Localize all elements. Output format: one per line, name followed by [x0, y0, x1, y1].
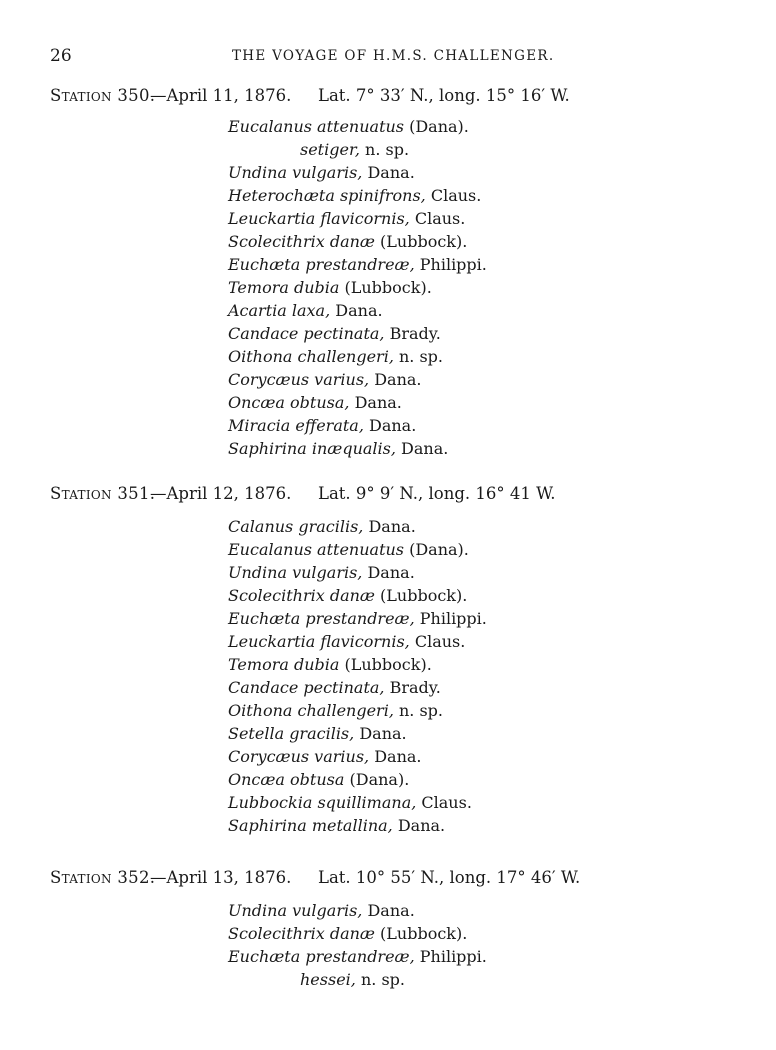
species-authority: Claus.: [409, 209, 466, 228]
species-authority: Philippi.: [414, 609, 487, 628]
species-name: Candace pectinata,: [228, 678, 385, 697]
species-authority: n. sp.: [393, 347, 444, 366]
species-entry: [228, 346, 443, 368]
species-entry: [228, 369, 422, 391]
species-name: Temora dubia: [228, 278, 340, 297]
species-entry: [228, 608, 487, 630]
species-name: Candace pectinata,: [228, 324, 385, 343]
station-heading: [0, 868, 776, 894]
species-name: Scolecithrix danæ: [228, 586, 375, 605]
species-name: Oncæa obtusa,: [228, 393, 350, 412]
species-authority: n. sp.: [355, 970, 405, 989]
species-entry: [228, 300, 383, 322]
station-block: [0, 484, 776, 835]
species-name: setiger,: [300, 140, 360, 159]
species-authority: (Dana).: [404, 117, 469, 136]
station-location: Lat. 9° 9′ N., long. 16° 41 W.: [318, 484, 556, 503]
station-block: [0, 868, 776, 989]
species-entry: [300, 139, 409, 161]
station-date: —April 11, 1876.: [150, 86, 292, 105]
species-entry: [228, 254, 487, 276]
station-heading: [0, 86, 776, 112]
species-authority: Dana.: [369, 370, 422, 389]
station-location: Lat. 10° 55′ N., long. 17° 46′ W.: [318, 868, 581, 887]
species-name: Calanus gracilis,: [228, 517, 364, 536]
species-name: Miracia efferata,: [228, 416, 364, 435]
species-name: Leuckartia flavicornis,: [228, 209, 410, 228]
species-entry: [228, 769, 409, 791]
species-name: Corycæus varius,: [228, 370, 370, 389]
station-label: Station 350.: [50, 86, 156, 105]
species-authority: (Dana).: [344, 770, 410, 789]
species-entry: [228, 815, 445, 837]
species-authority: (Lubbock).: [374, 586, 468, 605]
species-name: Euchæta prestandreæ,: [228, 947, 415, 966]
species-entry: [228, 277, 432, 299]
station-heading: [0, 484, 776, 510]
species-authority: (Lubbock).: [339, 278, 432, 297]
species-entry: [228, 116, 469, 138]
species-entry: [228, 946, 487, 968]
species-entry: [300, 969, 405, 991]
species-authority: Brady.: [384, 324, 441, 343]
species-name: Leuckartia flavicornis,: [228, 632, 410, 651]
species-authority: Claus.: [425, 186, 482, 205]
station-block: [0, 86, 776, 458]
species-name: Undina vulgaris,: [228, 901, 363, 920]
species-authority: Claus.: [409, 632, 466, 651]
species-authority: Dana.: [330, 301, 383, 320]
species-authority: (Lubbock).: [339, 655, 432, 674]
running-title: THE VOYAGE OF H.M.S. CHALLENGER.: [232, 48, 555, 64]
species-entry: [228, 792, 472, 814]
species-entry: [228, 323, 441, 345]
species-name: Euchæta prestandreæ,: [228, 255, 415, 274]
species-name: Setella gracilis,: [228, 724, 355, 743]
species-entry: [228, 438, 448, 460]
species-name: Temora dubia: [228, 655, 340, 674]
station-label: Station 352.: [50, 868, 156, 887]
species-authority: n. sp.: [359, 140, 410, 159]
species-entry: [228, 585, 467, 607]
species-name: Corycæus varius,: [228, 747, 370, 766]
species-authority: (Lubbock).: [374, 924, 468, 943]
species-name: Eucalanus attenuatus: [228, 540, 405, 559]
species-name: Oithona challengeri,: [228, 347, 394, 366]
species-authority: n. sp.: [393, 701, 444, 720]
species-authority: Philippi.: [414, 947, 487, 966]
species-entry: [228, 415, 416, 437]
station-location: Lat. 7° 33′ N., long. 15° 16′ W.: [318, 86, 570, 105]
species-name: Saphirina metallina,: [228, 816, 393, 835]
species-authority: Dana.: [395, 439, 449, 458]
species-authority: Philippi.: [414, 255, 487, 274]
species-entry: [228, 631, 465, 653]
species-name: Lubbockia squillimana,: [228, 793, 417, 812]
species-name: Oncæa obtusa: [228, 770, 345, 789]
species-entry: [228, 746, 422, 768]
species-authority: (Dana).: [404, 540, 469, 559]
species-entry: [228, 516, 416, 538]
species-entry: [228, 208, 465, 230]
species-entry: [228, 923, 467, 945]
species-authority: Dana.: [362, 563, 415, 582]
species-name: Saphirina inæqualis,: [228, 439, 396, 458]
species-name: Undina vulgaris,: [228, 563, 363, 582]
species-authority: Dana.: [349, 393, 402, 412]
species-entry: [228, 185, 481, 207]
page-number: 26: [50, 46, 72, 66]
species-name: Undina vulgaris,: [228, 163, 363, 182]
species-authority: Dana.: [354, 724, 407, 743]
station-date: —April 13, 1876.: [150, 868, 292, 887]
species-name: Heterochæta spinifrons,: [228, 186, 426, 205]
species-name: hessei,: [300, 970, 356, 989]
species-entry: [228, 700, 443, 722]
station-label: Station 351.: [50, 484, 156, 503]
species-authority: Dana.: [362, 163, 415, 182]
species-entry: [228, 162, 415, 184]
species-authority: Dana.: [362, 901, 415, 920]
species-name: Scolecithrix danæ: [228, 232, 375, 251]
species-entry: [228, 231, 467, 253]
species-entry: [228, 539, 469, 561]
species-entry: [228, 900, 415, 922]
species-name: Euchæta prestandreæ,: [228, 609, 415, 628]
species-authority: Claus.: [416, 793, 472, 812]
species-name: Acartia laxa,: [228, 301, 331, 320]
page-header: [0, 46, 776, 70]
species-authority: Dana.: [363, 416, 417, 435]
species-name: Oithona challengeri,: [228, 701, 394, 720]
species-authority: Dana.: [363, 517, 416, 536]
species-authority: Brady.: [384, 678, 441, 697]
species-entry: [228, 392, 402, 414]
species-entry: [228, 654, 432, 676]
species-authority: Dana.: [392, 816, 446, 835]
species-entry: [228, 562, 415, 584]
species-authority: Dana.: [369, 747, 422, 766]
station-date: —April 12, 1876.: [150, 484, 292, 503]
species-name: Scolecithrix danæ: [228, 924, 375, 943]
species-entry: [228, 723, 407, 745]
species-name: Eucalanus attenuatus: [228, 117, 405, 136]
species-authority: (Lubbock).: [374, 232, 468, 251]
species-entry: [228, 677, 441, 699]
